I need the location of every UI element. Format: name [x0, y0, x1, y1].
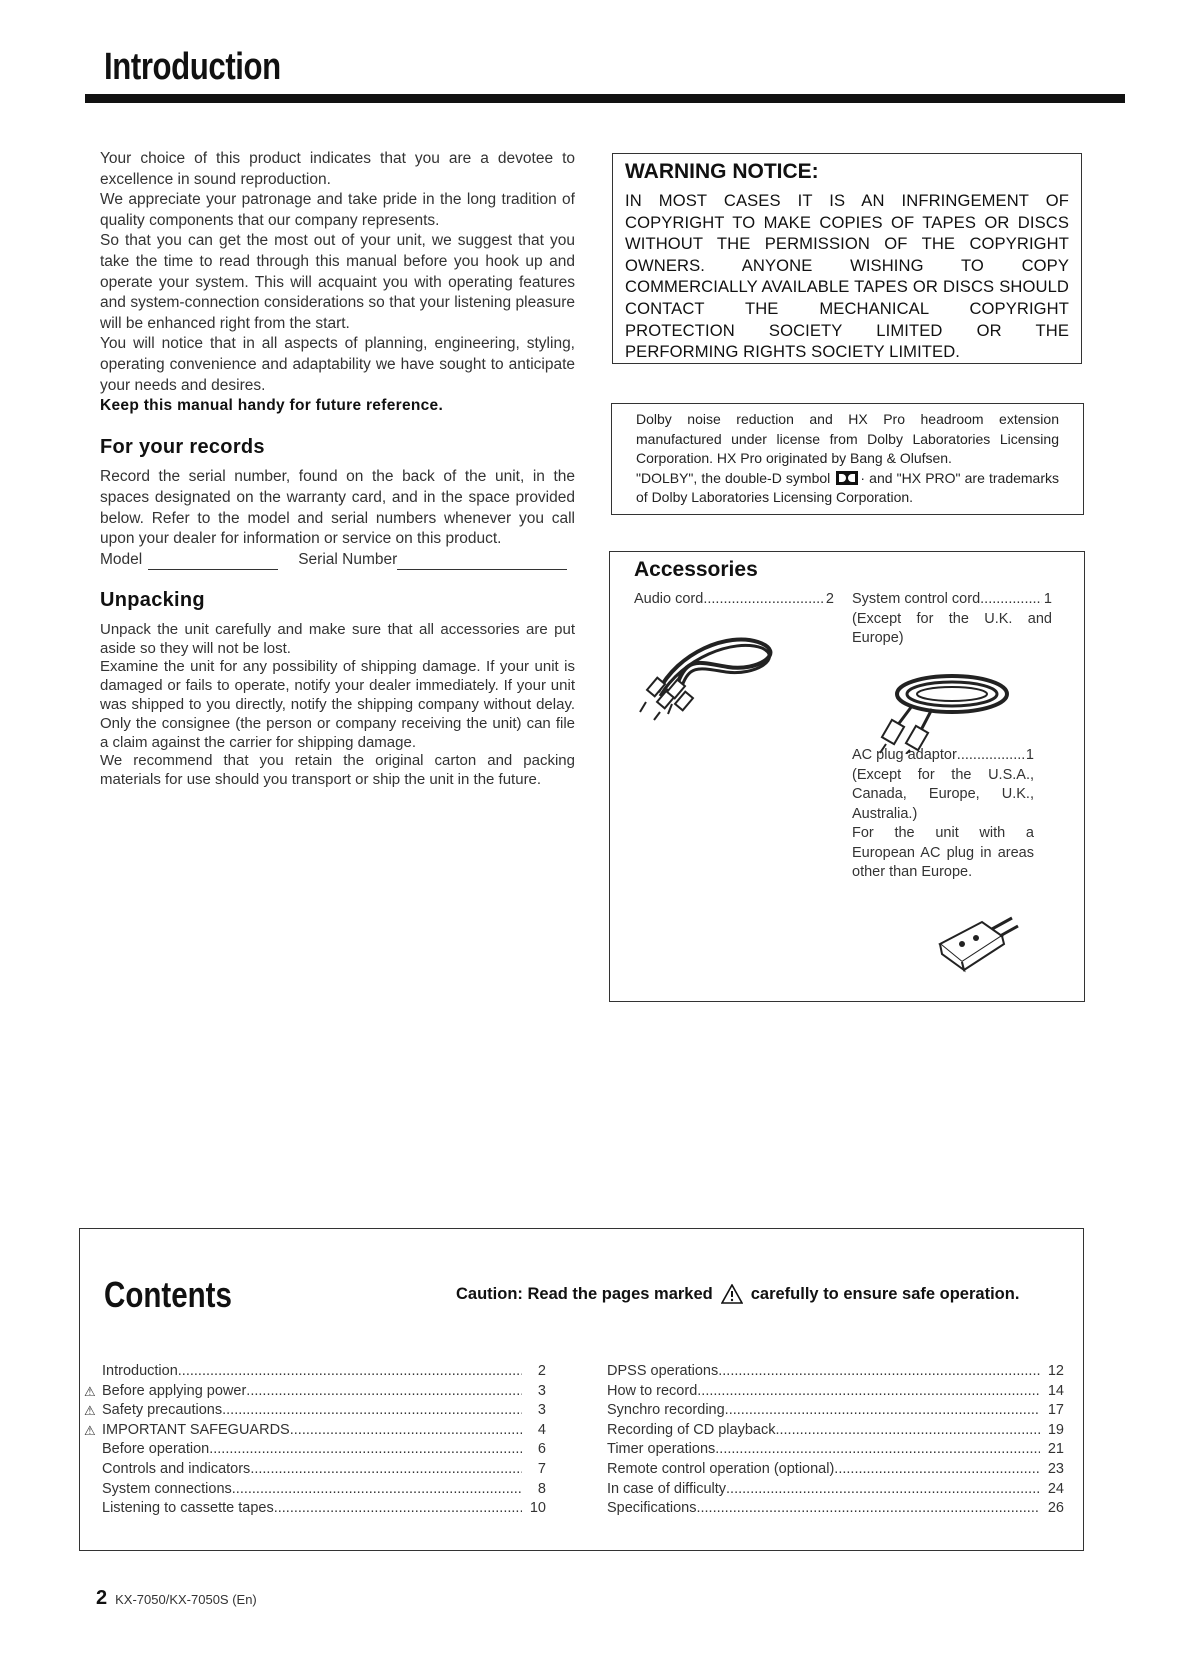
toc-entry: [607, 1440, 1064, 1460]
toc-label: Controls and indicators: [102, 1460, 251, 1477]
toc-page: 3: [537, 1382, 546, 1399]
toc-entry: [607, 1421, 1064, 1441]
warning-triangle-icon: ⚠: [84, 1422, 96, 1438]
warning-notice-box: [612, 153, 1082, 364]
model-number: KX-7050/KX-7050S (En): [115, 1592, 257, 1607]
toc-label: Safety precautions: [102, 1402, 223, 1419]
toc-entry: [84, 1460, 546, 1480]
intro-paragraph: Your choice of this product indicates that you are a devotee to excellence in sound reproduction.: [100, 150, 575, 188]
toc-page: 23: [1047, 1460, 1064, 1477]
system-control-cord-icon: [872, 664, 1012, 754]
toc-entry: [84, 1480, 546, 1500]
toc-label: Specifications: [607, 1500, 697, 1517]
dolby-notice-box: [611, 403, 1084, 515]
serial-blank: [397, 553, 567, 570]
toc-entry: [84, 1499, 546, 1519]
toc-label: DPSS operations: [607, 1363, 719, 1379]
accessories-title: Accessories: [634, 558, 758, 581]
intro-column: [100, 149, 575, 790]
page-footer: [96, 1587, 257, 1610]
warning-title: WARNING NOTICE:: [625, 160, 819, 183]
toc-page: 21: [1047, 1441, 1064, 1458]
dolby-license-text: Dolby noise reduction and HX Pro headroom extension manufactured under license from Dolby Laboratories Licensing Corporation. HX Pro originated by Bang & Olufsen.: [636, 411, 1059, 467]
toc-page: 2: [537, 1363, 546, 1379]
intro-paragraph: We appreciate your patronage and take pride in the long tradition of quality components that our company represents.: [100, 191, 575, 229]
contents-title: Contents: [104, 1274, 232, 1315]
toc-page: 6: [537, 1441, 546, 1458]
accessory-ac-plug-adaptor: AC plug adaptor ..... 1 (Except for the U.S.A., Canada, Europe, U.K., Australia.) For the unit with a European AC plug in areas other than Europe.: [852, 746, 1034, 883]
warning-text: IN MOST CASES IT IS AN INFRINGEMENT OF COPYRIGHT TO MAKE COPIES OF TAPES OR DISCS WITHOUT THE PERMISSION OF THE COPYRIGHT OWNERS. ANYONE WISHING TO COPY COMMERCIALLY AVAILABLE TAPES OR DISCS SHOULD CONTACT THE MECHANICAL COPYRIGHT PROTECTION SOCIETY LIMITED OR THE PERFORMING RIGHTS SOCIETY LIMITED.: [625, 191, 1069, 362]
toc-entry: [607, 1499, 1064, 1519]
records-heading: For your records: [100, 435, 265, 458]
toc-entry: [607, 1362, 1064, 1382]
toc-page: 12: [1047, 1363, 1064, 1379]
page-number: 2: [96, 1587, 108, 1609]
unpacking-paragraph: Examine the unit for any possibility of shipping damage. If your unit is damaged or fails to operate, notify your dealer immediately. If your unit was shipped to you directly, notify the shipping company without delay. Only the consignee (the person or company receiving the unit) can file a claim against the carrier for shipping damage.: [100, 658, 575, 751]
intro-paragraph: So that you can get the most out of your unit, we suggest that you take the time to read through this manual before you hook up and operate your system. This will acquaint you with operating features and system-connection considerations so that your listening pleasure will be enhanced right from the start.: [100, 232, 575, 332]
toc-label: Before applying power: [102, 1382, 247, 1399]
toc-page: 24: [1047, 1480, 1064, 1497]
toc-entry: [607, 1382, 1064, 1402]
toc-label: System connections: [102, 1480, 232, 1497]
toc-page: 4: [537, 1421, 546, 1438]
page-title: Introduction: [104, 46, 281, 88]
title-rule: [85, 94, 1125, 103]
unpacking-paragraph: Unpack the unit carefully and make sure that all accessories are put aside so they will not be lost.: [100, 620, 575, 657]
toc-entry: [84, 1421, 546, 1441]
ac-plug-adaptor-icon: [932, 914, 1022, 974]
toc-entry: [84, 1440, 546, 1460]
toc-page: 14: [1047, 1382, 1064, 1399]
toc-page: 3: [537, 1402, 546, 1419]
warning-triangle-icon: [721, 1284, 743, 1304]
toc-label: Recording of CD playback: [607, 1421, 776, 1438]
intro-paragraph: You will notice that in all aspects of planning, engineering, styling, operating convenience and adaptability we have sought to anticipate your needs and desires.: [100, 335, 575, 394]
unpacking-heading: Unpacking: [100, 589, 205, 612]
caution-line: Caution: Read the pages marked carefully to ensure safe operation.: [456, 1284, 1020, 1303]
toc-page: 10: [529, 1500, 546, 1517]
audio-cord-icon: [638, 622, 788, 722]
dolby-trademark-text: "DOLBY", the double-D symbol · and "HX PRO" are trademarks of Dolby Laboratories Licensing Corporation.: [636, 469, 1060, 506]
toc-label: IMPORTANT SAFEGUARDS: [102, 1421, 290, 1438]
toc-label: Synchro recording: [607, 1402, 725, 1419]
double-d-icon: [836, 471, 858, 485]
toc-page: 8: [537, 1480, 546, 1497]
keep-manual-note: Keep this manual handy for future reference.: [100, 397, 444, 415]
warning-triangle-icon: ⚠: [84, 1403, 96, 1419]
toc-label: In case of difficulty: [607, 1480, 727, 1497]
records-text: Record the serial number, found on the back of the unit, in the spaces designated on the warranty card, and in the space provided below. Refer to the model and serial numbers whenever you call upon your dealer for information or service on this product.: [100, 468, 575, 548]
unpacking-paragraph: We recommend that you retain the original carton and packing materials for use should you transport or ship the unit in the future.: [100, 752, 575, 789]
toc-page: 17: [1047, 1402, 1064, 1419]
toc-label: Listening to cassette tapes: [102, 1500, 274, 1517]
toc-page: 19: [1047, 1421, 1064, 1438]
toc-label: How to record: [607, 1382, 698, 1399]
toc-page: 26: [1047, 1500, 1064, 1517]
toc-label: Introduction: [102, 1363, 178, 1379]
toc-right: [607, 1362, 1064, 1519]
toc-entry: [84, 1382, 546, 1402]
toc-entry: [607, 1480, 1064, 1500]
accessories-box: [609, 551, 1085, 1002]
toc-label: Timer operations: [607, 1441, 716, 1458]
toc-page: 7: [537, 1460, 546, 1477]
accessory-audio-cord: Audio cord ..... 2: [634, 590, 834, 610]
toc-entry: [84, 1362, 546, 1382]
contents-box: [79, 1228, 1084, 1551]
warning-triangle-icon: ⚠: [84, 1383, 96, 1399]
toc-label: Remote control operation (optional): [607, 1460, 835, 1477]
toc-label: Before operation: [102, 1441, 210, 1458]
serial-label: Serial Number: [298, 550, 398, 568]
model-serial-line: [100, 550, 575, 571]
accessory-system-control-cord: System control cord ..... 1 (Except for the U.K. and Europe): [852, 590, 1052, 649]
toc-entry: [84, 1401, 546, 1421]
model-blank: [148, 553, 278, 570]
toc-left: [84, 1362, 546, 1519]
toc-entry: [607, 1401, 1064, 1421]
toc-entry: [607, 1460, 1064, 1480]
model-label: Model: [100, 550, 143, 568]
